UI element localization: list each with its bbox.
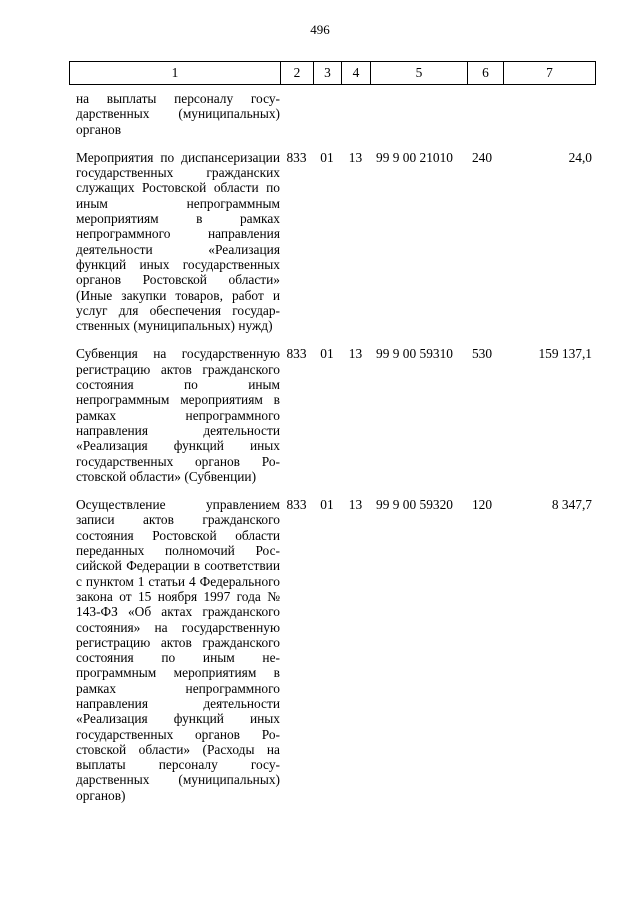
row-description: Субвенция на государственную регистрацию актов гражданского состояния по иным непрограммным мероприятиям в рамках непрограммного направления деятельности «Реализация функций иных государственных органов Ростовской области» (Субвенции)	[76, 346, 280, 484]
column-header-6: 6	[468, 62, 504, 85]
row-description: Осуществление управлением записи актов гражданского состояния Ростовской области переданных полномочий Российской Федерации в соответствии с пунктом 1 статьи 4 Федерального закона от 15 ноября 1997 года № 143-ФЗ «Об актах гражданского состояния» на государственную регистрацию актов гражданского состояния по иным непрограммным мероприятиям в рамках непрограммного направления деятельности «Реализация функций иных государственных органов Ростовской области» (Расходы на выплаты персоналу государственных (муниципальных) органов)	[76, 497, 280, 803]
column-header-3: 3	[314, 62, 342, 85]
table-row	[69, 91, 595, 137]
row-expense-type: 530	[471, 346, 493, 362]
row-subsection-code: 13	[348, 497, 363, 513]
row-description: Мероприятия по диспансеризации государственных гражданских служащих Ростовской области по иным непрограммным мероприятиям в рамках непрограммного направления деятельности «Реализация функций иных государственных органов Ростовской области» (Иные закупки товаров, работ и услуг для обеспечения государственных (муниципальных) нужд)	[76, 149, 280, 334]
column-header-4: 4	[342, 62, 371, 85]
table-body	[69, 91, 595, 803]
column-header-row	[69, 61, 596, 85]
row-expense-type: 120	[471, 497, 493, 513]
column-header-2: 2	[281, 62, 314, 85]
table-row	[69, 346, 595, 484]
table-row	[69, 150, 595, 334]
column-header-7: 7	[504, 62, 596, 85]
page-number: 496	[310, 22, 330, 37]
row-description: на выплаты персоналу государственных (муниципальных) органов	[76, 91, 280, 137]
row-target-code: 99 9 00 21010	[376, 149, 453, 165]
row-target-code: 99 9 00 59320	[376, 497, 453, 513]
row-subsection-code: 13	[348, 346, 363, 362]
row-admin-code: 833	[286, 346, 307, 362]
row-target-code: 99 9 00 59310	[376, 346, 453, 362]
row-expense-type: 240	[471, 149, 493, 165]
column-header-5: 5	[371, 62, 468, 85]
row-admin-code: 833	[286, 497, 307, 513]
row-amount: 24,0	[568, 149, 592, 165]
row-admin-code: 833	[286, 149, 307, 165]
row-amount: 8 347,7	[551, 497, 592, 513]
row-section-code: 01	[320, 346, 334, 362]
row-subsection-code: 13	[348, 149, 363, 165]
column-header-1: 1	[70, 62, 281, 85]
table-row	[69, 497, 595, 803]
row-section-code: 01	[320, 497, 334, 513]
row-section-code: 01	[320, 149, 334, 165]
row-amount: 159 137,1	[538, 346, 592, 362]
